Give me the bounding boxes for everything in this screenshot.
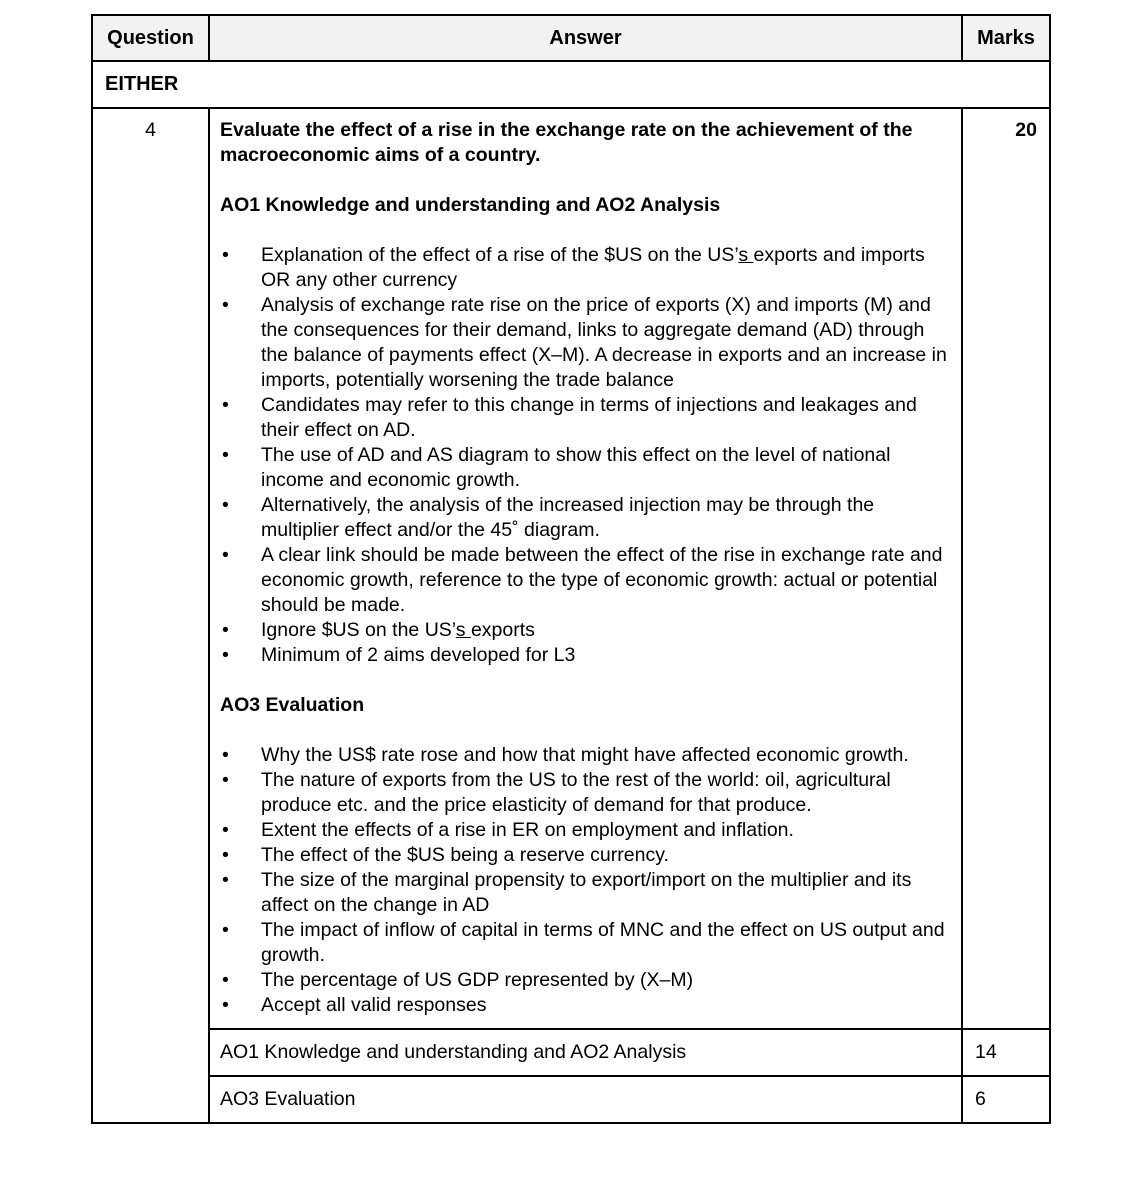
bullet-item: • The impact of inflow of capital in terms of MNC and the effect on US output and growth. — [220, 918, 951, 968]
question-row — [92, 108, 1050, 1029]
bullet-item: • Alternatively, the analysis of the increased injection may be through the multiplier effect and/or the 45˚ diagram. — [220, 493, 951, 543]
bullet-item: • Why the US$ rate rose and how that might have affected economic growth. — [220, 743, 951, 768]
breakdown-label: AO1 Knowledge and understanding and AO2 Analysis — [209, 1029, 962, 1076]
header-answer: Answer — [209, 15, 962, 61]
either-row — [92, 61, 1050, 108]
breakdown-label: AO3 Evaluation — [209, 1076, 962, 1123]
bullet-item: • A clear link should be made between the effect of the rise in exchange rate and economic growth, reference to the type of economic growth: actual or potential should be made. — [220, 543, 951, 618]
bullet-item: • Explanation of the effect of a rise of the $US on the US’s exports and imports OR any other currency — [220, 243, 951, 293]
bullet-item: • The percentage of US GDP represented by (X–M) — [220, 968, 951, 993]
mark-breakdown-row — [92, 1029, 1050, 1076]
bullet-item: • The nature of exports from the US to the rest of the world: oil, agricultural produce etc. and the price elasticity of demand for that produce. — [220, 768, 951, 818]
bullet-item: • Extent the effects of a rise in ER on employment and inflation. — [220, 818, 951, 843]
either-label: EITHER — [92, 61, 1050, 108]
mark-scheme-table — [91, 14, 1051, 1124]
question-number: 4 — [92, 108, 209, 1123]
bullet-item: • The size of the marginal propensity to export/import on the multiplier and its affect on the change in AD — [220, 868, 951, 918]
header-question: Question — [92, 15, 209, 61]
bullet-item: • Ignore $US on the US’s exports — [220, 618, 951, 643]
bullet-item: • The use of AD and AS diagram to show this effect on the level of national income and economic growth. — [220, 443, 951, 493]
bullet-item: • The effect of the $US being a reserve currency. — [220, 843, 951, 868]
bullet-item: • Candidates may refer to this change in terms of injections and leakages and their effect on AD. — [220, 393, 951, 443]
question-text: Evaluate the effect of a rise in the exchange rate on the achievement of the macroeconomic aims of a country. — [220, 119, 913, 166]
ao1-ao2-bullet-list — [220, 243, 951, 668]
header-marks: Marks — [962, 15, 1050, 61]
mark-breakdown-row — [92, 1076, 1050, 1123]
header-row — [92, 15, 1050, 61]
answer-cell — [209, 108, 962, 1029]
section-heading-ao1-ao2: AO1 Knowledge and understanding and AO2 Analysis — [220, 194, 721, 216]
ao3-bullet-list — [220, 743, 951, 1018]
bullet-item: • Analysis of exchange rate rise on the price of exports (X) and imports (M) and the consequences for their demand, links to aggregate demand (AD) through the balance of payments effect (X–M). A decrease in exports and an increase in imports, potentially worsening the trade balance — [220, 293, 951, 393]
breakdown-marks: 6 — [962, 1076, 1050, 1123]
breakdown-marks: 14 — [962, 1029, 1050, 1076]
total-marks: 20 — [962, 108, 1050, 1029]
section-heading-ao3: AO3 Evaluation — [220, 694, 365, 716]
bullet-item: • Minimum of 2 aims developed for L3 — [220, 643, 951, 668]
bullet-item: • Accept all valid responses — [220, 993, 951, 1018]
